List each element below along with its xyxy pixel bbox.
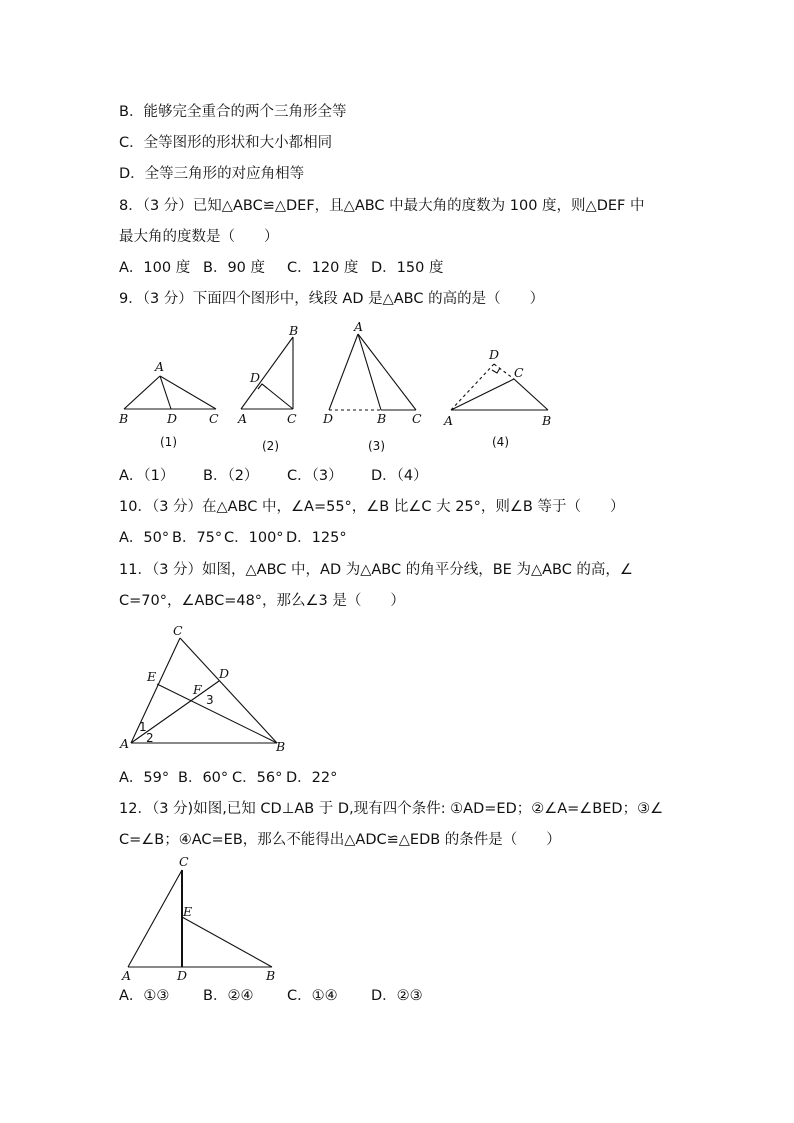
- q11-stem-line2: C=70°，∠ABC=48°，那么∠3 是（ ）: [119, 593, 405, 609]
- q11-option-c: C．56°: [232, 770, 283, 786]
- f12-label-a: A: [122, 968, 132, 983]
- f11-label-d: D: [219, 666, 230, 681]
- q10-option-a: A．50°: [119, 530, 170, 546]
- q9-option-a: A．（1）: [119, 468, 175, 484]
- q11-option-a: A．59°: [119, 770, 170, 786]
- q9-caption-4: (4): [492, 435, 509, 449]
- q7-option-c: C．全等图形的形状和大小都相同: [119, 135, 333, 151]
- f3-label-c: C: [412, 411, 422, 426]
- f2-label-d: D: [250, 370, 261, 385]
- f1-label-d: D: [167, 411, 178, 426]
- f11-label-e: E: [147, 669, 157, 684]
- q9-option-c: C．（3）: [287, 468, 343, 484]
- f11-label-1: 1: [139, 720, 147, 734]
- f11-label-2: 2: [146, 731, 154, 745]
- f11-label-f: F: [193, 682, 202, 697]
- f4-label-c: C: [514, 365, 524, 380]
- q7-option-d: D．全等三角形的对应角相等: [119, 166, 305, 182]
- q11-stem-line1: 11．（3 分）如图，△ABC 中，AD 为△ABC 的角平分线，BE 为△ABC 的高，∠: [119, 562, 633, 578]
- q12-option-c: C．①④: [287, 988, 338, 1004]
- q9-caption-3: (3): [368, 439, 385, 453]
- f12-label-e: E: [183, 904, 193, 919]
- q9-option-b: B．（2）: [203, 468, 259, 484]
- f4-label-b: B: [542, 413, 552, 428]
- q8-option-c: C．120 度: [287, 260, 359, 276]
- q8-option-a: A．100 度: [119, 260, 191, 276]
- f4-label-d: D: [489, 347, 500, 362]
- f2-label-c: C: [287, 411, 297, 426]
- q9-stem: 9．（3 分）下面四个图形中，线段 AD 是△ABC 的高的是（ ）: [119, 291, 545, 307]
- f3-label-a: A: [354, 319, 364, 334]
- q8-option-d: D．150 度: [371, 260, 444, 276]
- q12-option-d: D．②③: [371, 988, 423, 1004]
- q9-caption-1: (1): [160, 435, 177, 449]
- f3-label-b: B: [377, 411, 387, 426]
- f11-label-c: C: [173, 623, 183, 638]
- f3-label-d: D: [323, 411, 334, 426]
- q10-option-d: D．125°: [286, 530, 347, 546]
- f2-label-b: B: [289, 323, 299, 338]
- q10-option-b: B．75°: [172, 530, 223, 546]
- q11-option-d: D．22°: [286, 770, 338, 786]
- q8-option-b: B．90 度: [203, 260, 266, 276]
- q9-caption-2: (2): [262, 439, 279, 453]
- f11-label-3: 3: [206, 693, 214, 707]
- f11-label-b: B: [276, 739, 286, 754]
- f1-label-c: C: [209, 411, 219, 426]
- q12-option-b: B．②④: [203, 988, 254, 1004]
- f11-label-a: A: [120, 736, 130, 751]
- f1-label-a: A: [155, 359, 165, 374]
- q12-stem-line2: C=∠B；④AC=EB，那么不能得出△ADC≌△EDB 的条件是（ ）: [119, 832, 561, 848]
- q7-option-b: B．能够完全重合的两个三角形全等: [119, 104, 347, 120]
- q10-option-c: C．100°: [224, 530, 284, 546]
- f12-label-d: D: [177, 968, 188, 983]
- q11-option-b: B．60°: [178, 770, 229, 786]
- q8-stem-line1: 8．（3 分）已知△ABC≌△DEF，且△ABC 中最大角的度数为 100 度，则△DEF 中: [119, 198, 645, 214]
- q9-option-d: D．（4）: [371, 468, 428, 484]
- f1-label-b: B: [119, 411, 129, 426]
- f4-label-a: A: [444, 413, 454, 428]
- q12-stem-line1: 12．（3 分)如图,已知 CD⊥AB 于 D,现有四个条件: ①AD=ED；②∠A=∠BED；③∠: [119, 801, 664, 817]
- q8-stem-line2: 最大角的度数是（ ）: [119, 229, 279, 245]
- f12-label-c: C: [179, 854, 189, 869]
- f2-label-a: A: [238, 411, 248, 426]
- q10-stem: 10．（3 分）在△ABC 中，∠A=55°，∠B 比∠C 大 25°，则∠B 等于（ ）: [119, 499, 625, 515]
- f12-label-b: B: [266, 968, 276, 983]
- q12-option-a: A．①③: [119, 988, 170, 1004]
